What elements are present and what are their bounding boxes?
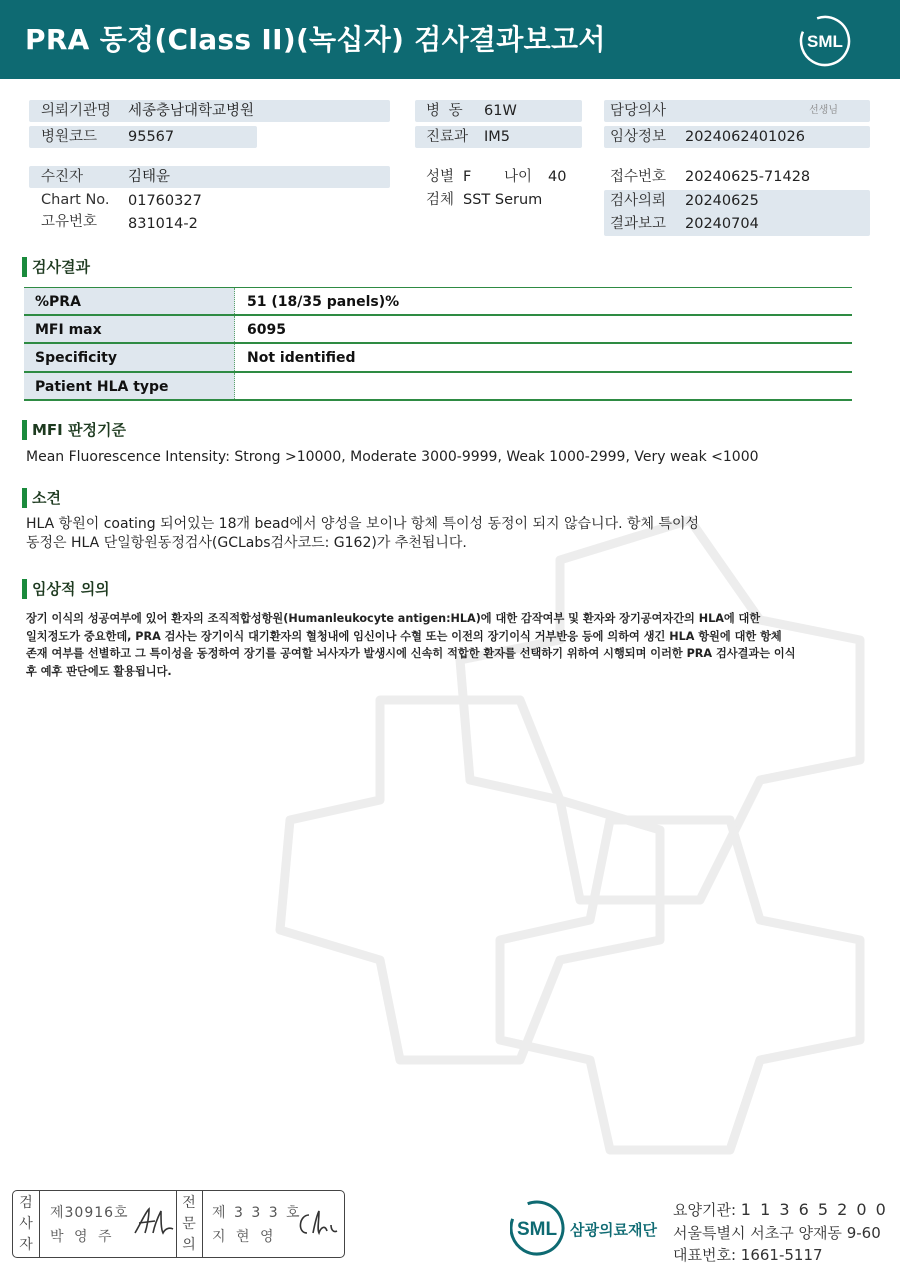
institution-value: 세종충남대학교병원 xyxy=(128,103,255,119)
clinical-line-3: 존재 여부를 선별하고 그 특이성을 동정하여 장기를 공여할 뇌사자가 발생시에 신속히 적합한 환자를 선택하기 위하여 시행되며 이러한 PRA 검사결과는 이식 xyxy=(26,647,796,660)
footer-code-value: 1 1 3 6 5 2 0 0 xyxy=(740,1200,888,1219)
unique-id-value: 831014-2 xyxy=(128,216,198,232)
specialist-name: 지 현 영 xyxy=(212,1229,277,1245)
signature-divider xyxy=(176,1191,177,1257)
report-date-label: 결과보고 xyxy=(610,216,667,232)
footer-phone-value: 1661-5117 xyxy=(740,1246,823,1264)
specialist-label-char: 문 xyxy=(182,1216,196,1232)
result-value: 6095 xyxy=(247,321,286,338)
age-label: 나이 xyxy=(504,169,533,185)
signature-divider xyxy=(39,1191,40,1257)
result-value: Not identified xyxy=(247,350,356,366)
tester-license-no: 제30916호 xyxy=(50,1205,129,1221)
footer-sml-logo xyxy=(510,1198,670,1258)
signature-box xyxy=(12,1190,345,1258)
sml-logo-text: SML xyxy=(807,32,843,51)
result-value: 51 (18/35 panels)% xyxy=(247,294,400,310)
result-key: MFI max xyxy=(24,316,235,343)
patient-label: 수진자 xyxy=(41,169,84,185)
receipt-label: 접수번호 xyxy=(610,169,667,185)
doctor-suffix: 선생님 xyxy=(809,105,838,116)
findings-line-2: 동정은 HLA 단일항원동정검사(GCLabs검사코드: G162)가 추천됩니다. xyxy=(26,535,467,551)
results-section-bar xyxy=(22,257,27,277)
footer-phone-label: 대표번호: xyxy=(673,1246,737,1264)
report-header xyxy=(0,0,900,79)
institution-label: 의뢰기관명 xyxy=(41,103,112,119)
clinical-section-title: 임상적 의의 xyxy=(32,580,110,598)
findings-section-title: 소견 xyxy=(32,489,61,507)
mfi-section-bar xyxy=(22,420,27,440)
tester-label-char: 사 xyxy=(19,1216,33,1232)
footer-code-label: 요양기관: xyxy=(673,1201,737,1219)
result-row-pra xyxy=(24,287,852,316)
ward-label: 병 동 xyxy=(426,103,465,119)
results-table xyxy=(24,287,852,401)
clinical-line-2: 일치정도가 중요한데, PRA 검사는 장기이식 대기환자의 혈청내에 임신이나 수혈 또는 이전의 장기이식 거부반응 등에 의하여 생긴 HLA 항원에 대한 항체 xyxy=(26,629,782,643)
tester-label-char: 자 xyxy=(19,1237,33,1253)
findings-line-1: HLA 항원이 coating 되어있는 18개 bead에서 양성을 보이나 항체 특이성 동정이 되지 않습니다. 항체 특이성 xyxy=(26,516,700,532)
clinical-line-4: 후 예후 판단에도 활용됩니다. xyxy=(26,664,172,678)
specialist-label xyxy=(178,1193,200,1256)
hospital-code-label: 병원코드 xyxy=(41,129,98,145)
clinical-line-1: 장기 이식의 성공여부에 있어 환자의 조직적합성항원(Humanleukocyte antigen:HLA)에 대한 감작여부 및 환자와 장기공여자간의 HLA에 대한 xyxy=(26,612,761,625)
result-row-hla-type xyxy=(24,373,852,402)
footer-phone xyxy=(673,1244,823,1265)
age-value: 40 xyxy=(548,169,567,185)
clinical-info-value: 2024062401026 xyxy=(685,129,805,145)
specialist-label-char: 전 xyxy=(182,1195,196,1211)
sml-logo-icon xyxy=(798,14,852,68)
tester-name: 박 영 주 xyxy=(50,1229,115,1245)
clinical-section-bar xyxy=(22,579,27,599)
tester-label-char: 검 xyxy=(19,1195,33,1211)
chart-value: 01760327 xyxy=(128,193,202,209)
sex-value: F xyxy=(463,169,472,185)
result-key: %PRA xyxy=(24,288,235,314)
tester-signature-image xyxy=(131,1205,175,1239)
specialist-signature-image xyxy=(293,1207,339,1239)
chart-label: Chart No. xyxy=(41,192,110,208)
footer-logo-text: SML xyxy=(516,1219,558,1240)
clinical-text xyxy=(26,610,796,680)
clinical-info-label: 임상정보 xyxy=(610,129,667,145)
sex-label: 성별 xyxy=(426,169,455,185)
result-row-specificity xyxy=(24,344,852,373)
result-key: Specificity xyxy=(24,344,235,371)
specialist-license-no: 제 3 3 3 호 xyxy=(212,1205,302,1221)
footer-institution-code xyxy=(673,1199,888,1220)
footer-address: 서울특별시 서초구 양재동 9-60 xyxy=(673,1224,881,1242)
dept-value: IM5 xyxy=(484,129,511,145)
specialist-label-char: 의 xyxy=(182,1237,196,1253)
unique-id-label: 고유번호 xyxy=(41,214,98,230)
signature-divider xyxy=(202,1191,203,1257)
result-key: Patient HLA type xyxy=(24,373,235,400)
results-section-title: 검사결과 xyxy=(32,258,90,276)
patient-value: 김태윤 xyxy=(128,169,171,185)
report-date-value: 20240704 xyxy=(685,216,759,232)
receipt-value: 20240625-71428 xyxy=(685,169,811,185)
mfi-section-title: MFI 판정기준 xyxy=(32,421,126,439)
specimen-value: SST Serum xyxy=(463,192,543,208)
mfi-criteria-text: Mean Fluorescence Intensity: Strong >10000, Moderate 3000-9999, Weak 1000-2999, Very weak <1000 xyxy=(26,449,759,465)
findings-section-bar xyxy=(22,488,27,508)
dept-label: 진료과 xyxy=(426,129,469,145)
patient-pill xyxy=(29,166,390,188)
report-title: PRA 동정(Class II)(녹십자) 검사결과보고서 xyxy=(25,23,606,56)
ward-value: 61W xyxy=(484,103,517,119)
footer-foundation-name: 삼광의료재단 xyxy=(570,1221,657,1239)
hospital-code-value: 95567 xyxy=(128,129,175,145)
result-row-mfi-max xyxy=(24,316,852,345)
tester-label xyxy=(15,1193,37,1256)
specimen-label: 검체 xyxy=(426,192,455,208)
doctor-label: 담당의사 xyxy=(610,103,667,119)
request-date-label: 검사의뢰 xyxy=(610,193,667,209)
request-date-value: 20240625 xyxy=(685,193,759,209)
